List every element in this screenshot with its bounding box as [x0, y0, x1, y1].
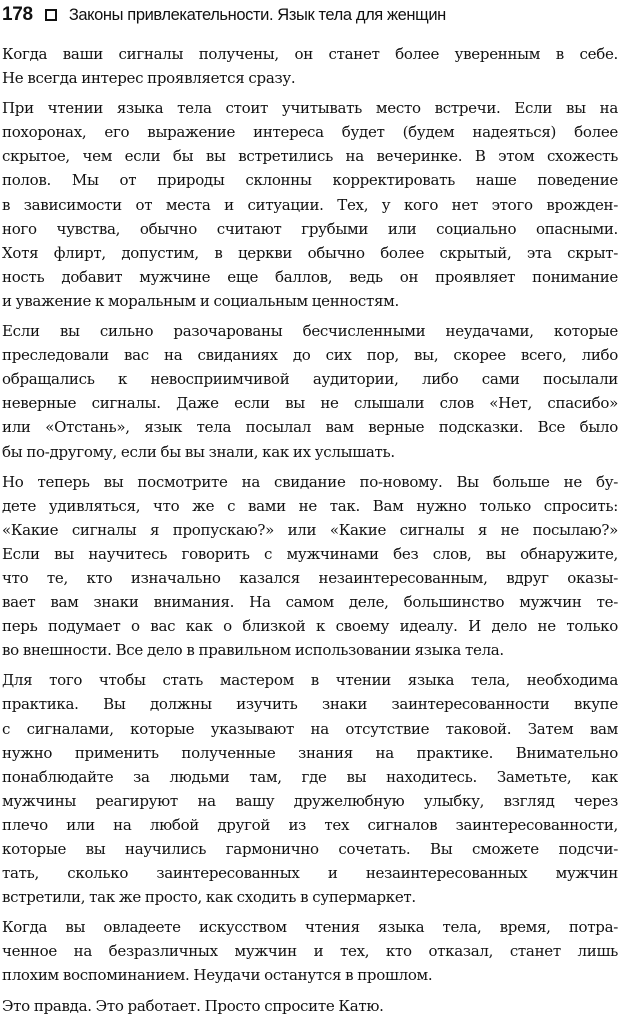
square-bullet-icon [45, 9, 57, 21]
paragraph [2, 42, 618, 90]
text-line: Для того чтобы стать мастером в чтении языка тела, необходима [2, 671, 618, 690]
page-header [2, 2, 618, 28]
text-line: или «Отстань», язык тела посылал вам верные подсказки. Все было [2, 418, 618, 437]
text-line: бы по-другому, если бы вы знали, как их услышать. [2, 442, 395, 461]
text-line: мужчины реагируют на вашу дружелюбную улыбку, взгляд через [2, 791, 618, 810]
text-line: вает вам знаки внимания. На самом деле, большинство мужчин те- [2, 593, 618, 612]
text-line: которые вы научились гармонично сочетать. Вы сможете подсчи- [2, 840, 618, 858]
text-line: похоронах, его выражение интереса будет (будем надеяться) более [2, 123, 618, 142]
text-line: нужно применить полученные знания на практике. Внимательно [2, 743, 618, 762]
text-line: Не всегда интерес проявляется сразу. [2, 69, 296, 88]
text-line: плохим воспоминанием. Неудачи останутся в прошлом. [2, 966, 433, 985]
paragraph [2, 668, 618, 909]
text-line: обращались к невосприимчивой аудитории, либо сами посылали [2, 370, 618, 389]
body-text [2, 42, 618, 1024]
page-number: 178 [2, 4, 33, 25]
text-line: в зависимости от места и ситуации. Тех, у кого нет этого врожден- [2, 195, 618, 214]
paragraph [2, 96, 618, 313]
text-line: Если вы научитесь говорить с мужчинами без слов, вы обнаружите, [2, 544, 618, 563]
paragraph [2, 915, 618, 987]
text-line: с сигналами, которые указывают на отсутствие таковой. Затем вам [2, 719, 618, 738]
text-line: преследовали вас на свиданиях до сих пор, вы, скорее всего, либо [2, 346, 618, 365]
text-line: При чтении языка тела стоит учитывать место встречи. Если вы на [2, 99, 618, 118]
text-line: что те, кто изначально казался незаинтересованным, вдруг оказы- [2, 568, 618, 587]
text-line: во внешности. Все дело в правильном использовании языка тела. [2, 641, 504, 660]
text-line: дете удивляться, что же с вами не так. Вам нужно только спросить: [2, 496, 618, 515]
text-line: ного чувства, обычно считают грубыми или социально опасными. [2, 219, 618, 238]
text-line: Когда вы овладеете искусством чтения языка тела, время, потра- [2, 918, 618, 937]
text-line: Это правда. Это работает. Просто спросите Катю. [2, 996, 384, 1015]
text-line: плечо или на любой другой из тех сигналов заинтересованности, [2, 815, 618, 834]
text-line: Когда ваши сигналы получены, он станет более уверенным в себе. [2, 45, 618, 63]
text-line: «Какие сигналы я пропускаю?» или «Какие сигналы я не посылаю?» [2, 520, 618, 539]
running-title: Законы привлекательности. Язык тела для женщин [68, 5, 446, 24]
text-line: встретили, так же просто, как сходить в супермаркет. [2, 888, 416, 907]
text-line: понаблюдайте за людьми там, где вы находитесь. Заметьте, как [2, 767, 618, 786]
paragraph [2, 994, 618, 1018]
text-line: Хотя флирт, допустим, в церкви обычно более скрытый, эта скрыт- [2, 243, 618, 262]
text-line: Но теперь вы посмотрите на свидание по-новому. Вы больше не бу- [2, 472, 618, 491]
text-line: скрытое, чем если бы вы встретились на вечеринке. В этом схожесть [2, 147, 618, 166]
text-line: полов. Мы от природы склонны корректировать наше поведение [2, 171, 618, 190]
text-line: тать, сколько заинтересованных и незаинтересованных мужчин [2, 864, 618, 883]
text-line: ченное на безразличных мужчин и тех, кто отказал, станет лишь [2, 942, 618, 961]
text-line: неверные сигналы. Даже если вы не слышали слов «Нет, спасибо» [2, 394, 618, 413]
text-line: перь подумает о вас как о близкой к своему идеалу. И дело не только [2, 617, 618, 636]
text-line: ность добавит мужчине еще баллов, ведь он проявляет понимание [2, 267, 618, 286]
paragraph [2, 470, 618, 663]
text-line: и уважение к моральным и социальным ценностям. [2, 291, 399, 310]
text-line: практика. Вы должны изучить знаки заинтересованности вкупе [2, 695, 618, 714]
text-line: Если вы сильно разочарованы бесчисленными неудачами, которые [2, 322, 618, 341]
paragraph [2, 319, 618, 464]
